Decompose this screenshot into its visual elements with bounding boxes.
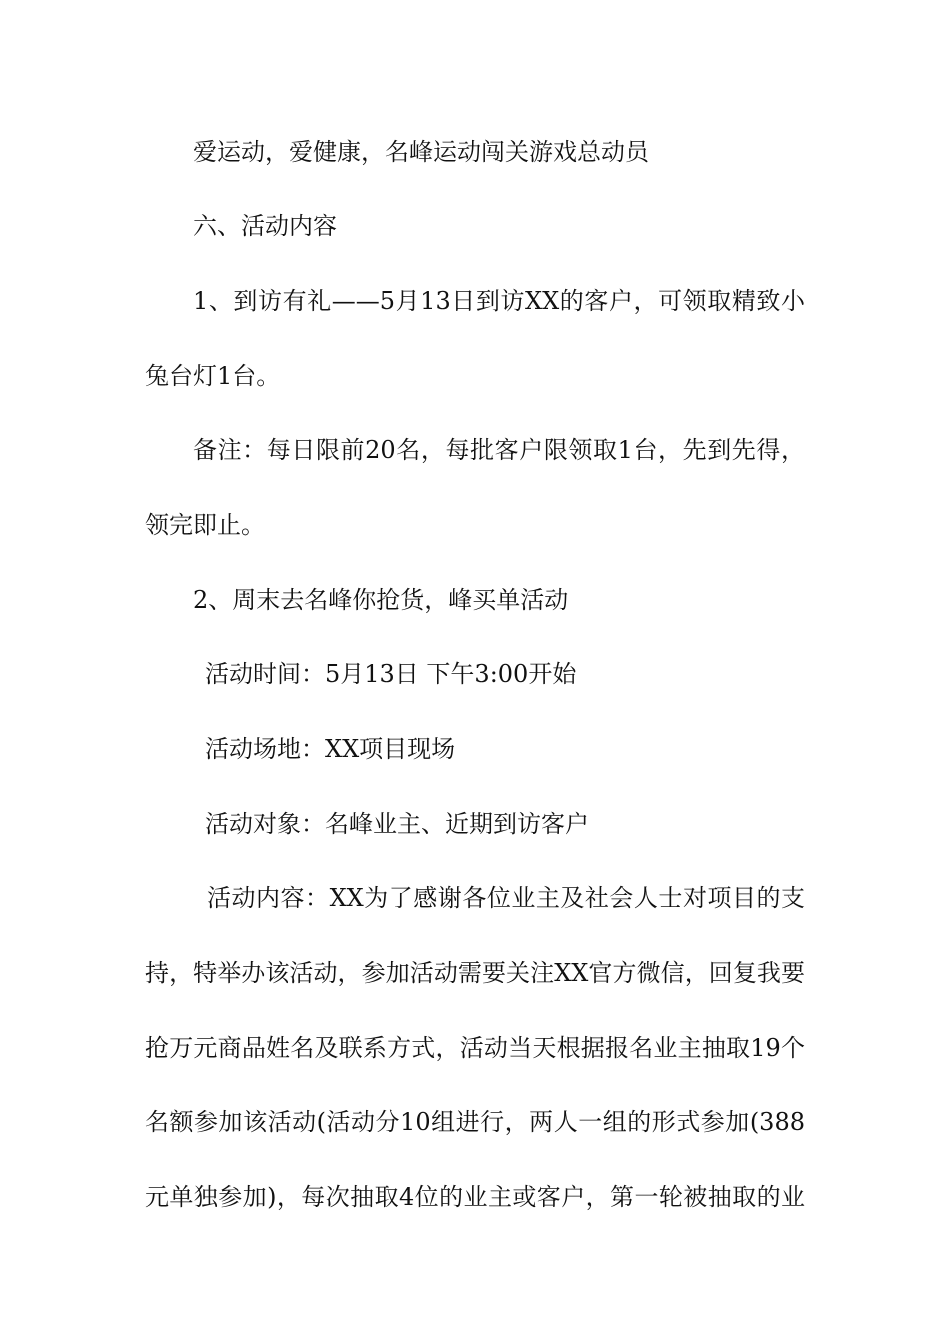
activity-content-line: 抢万元商品姓名及联系方式，活动当天根据报名业主抽取19个 — [145, 1034, 805, 1062]
slogan-line: 爱运动，爱健康，名峰运动闯关游戏总动员 — [193, 138, 649, 166]
activity-content-line: 持，特举办该活动，参加活动需要关注XX官方微信，回复我要 — [145, 959, 805, 987]
section-heading: 六、活动内容 — [193, 212, 337, 240]
activity-audience: 活动对象：名峰业主、近期到访客户 — [205, 810, 589, 838]
note-line: 备注：每日限前20名，每批客户限领取1台，先到先得， — [193, 436, 805, 464]
activity-venue: 活动场地：XX项目现场 — [205, 735, 456, 763]
paragraph-line: 兔台灯1台。 — [145, 362, 281, 390]
paragraph-line: 1、到访有礼——5月13日到访XX的客户，可领取精致小 — [193, 287, 805, 315]
activity-content-line: 活动内容：XX为了感谢各位业主及社会人士对项目的支 — [207, 884, 805, 912]
activity-content-line: 元单独参加)，每次抽取4位的业主或客户，第一轮被抽取的业 — [145, 1183, 805, 1211]
activity-content-line: 名额参加该活动(活动分10组进行，两人一组的形式参加(388 — [145, 1108, 805, 1136]
activity-time: 活动时间：5月13日 下午3:00开始 — [205, 660, 577, 688]
subsection-heading: 2、周末去名峰你抢货，峰买单活动 — [193, 586, 569, 614]
note-line: 领完即止。 — [145, 511, 265, 539]
